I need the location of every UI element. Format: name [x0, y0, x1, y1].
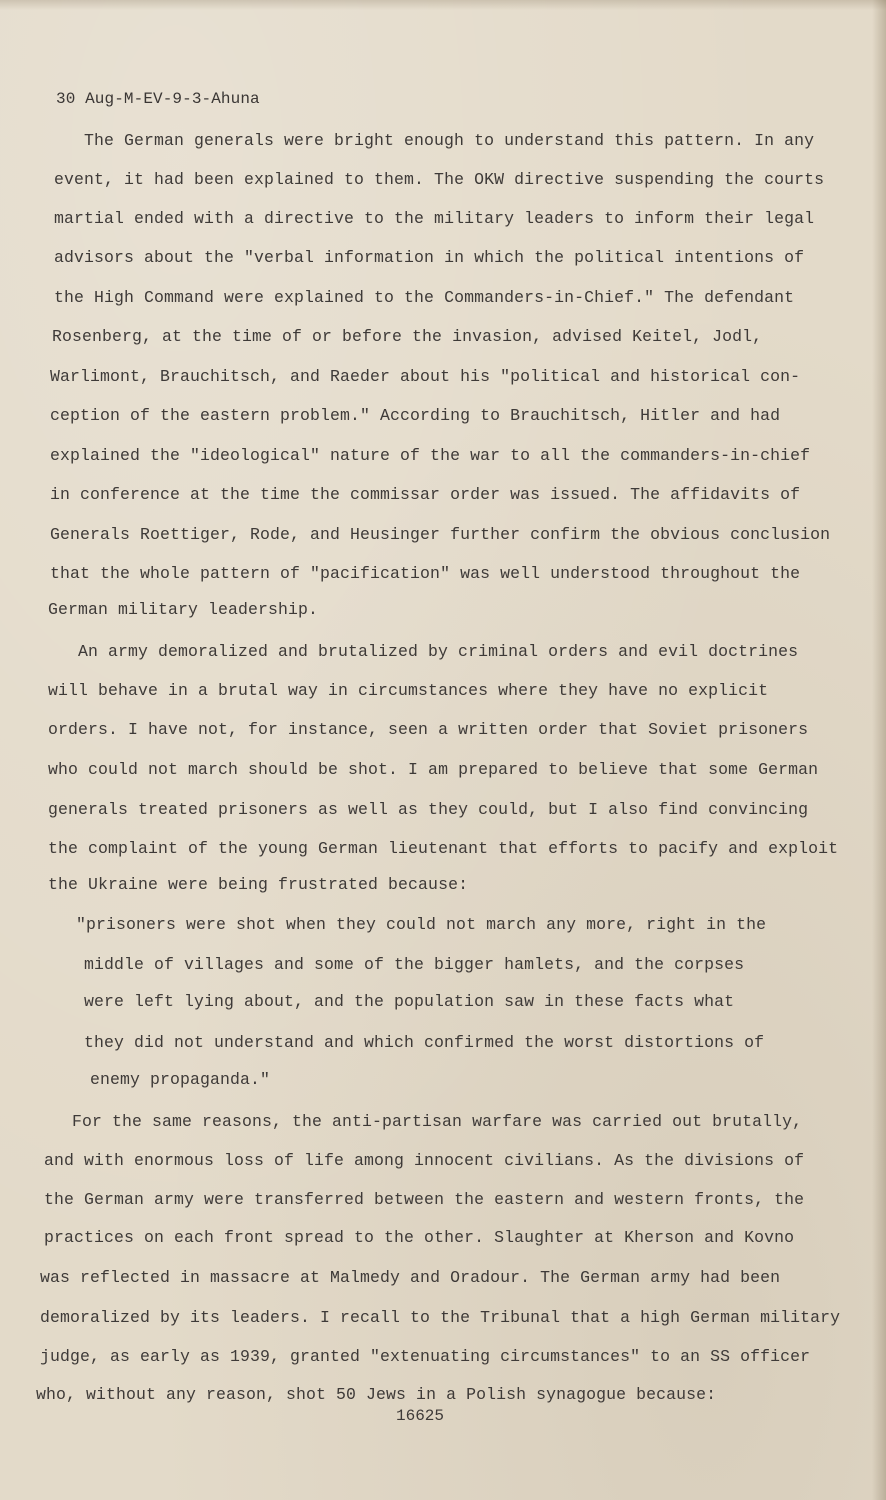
text-line: For the same reasons, the anti-partisan warfare was carried out brutally, [72, 1112, 803, 1131]
text-line: German military leadership. [48, 600, 319, 619]
text-line: advisors about the "verbal information in which the political intentions of [54, 248, 805, 267]
text-line: in conference at the time the commissar order was issued. The affidavits of [50, 485, 801, 504]
text-line: ception of the eastern problem." According to Brauchitsch, Hitler and had [50, 406, 781, 425]
text-line: explained the "ideological" nature of the war to all the commanders-in-chief [50, 446, 811, 465]
text-line: event, it had been explained to them. The OKW directive suspending the courts [54, 170, 825, 189]
text-line: practices on each front spread to the other. Slaughter at Kherson and Kovno [44, 1228, 795, 1247]
text-line: who could not march should be shot. I am prepared to believe that some German [48, 760, 819, 779]
quote-line: they did not understand and which confirmed the worst distortions of [84, 1033, 765, 1052]
text-line: the complaint of the young German lieutenant that efforts to pacify and exploit [48, 839, 839, 858]
text-line: Generals Roettiger, Rode, and Heusinger further confirm the obvious conclusion [50, 525, 831, 544]
page-number: 16625 [396, 1407, 445, 1425]
text-line: the High Command were explained to the Commanders-in-Chief." The defendant [54, 288, 795, 307]
quote-line: were left lying about, and the population saw in these facts what [84, 992, 735, 1011]
text-line: the Ukraine were being frustrated because: [48, 875, 469, 894]
text-line: An army demoralized and brutalized by criminal orders and evil doctrines [78, 642, 799, 661]
text-line: Rosenberg, at the time of or before the invasion, advised Keitel, Jodl, [52, 327, 763, 346]
page-right-shadow [872, 0, 886, 1500]
text-line: who, without any reason, shot 50 Jews in a Polish synagogue because: [36, 1385, 717, 1404]
text-line: will behave in a brutal way in circumstances where they have no explicit [48, 681, 769, 700]
text-line: demoralized by its leaders. I recall to the Tribunal that a high German military [40, 1308, 841, 1327]
document-header: 30 Aug-M-EV-9-3-Ahuna [56, 90, 260, 108]
text-line: judge, as early as 1939, granted "extenuating circumstances" to an SS officer [40, 1347, 811, 1366]
text-line: martial ended with a directive to the military leaders to inform their legal [54, 209, 815, 228]
page-top-shadow [0, 0, 886, 10]
text-line: The German generals were bright enough to understand this pattern. In any [84, 131, 815, 150]
text-line: was reflected in massacre at Malmedy and Oradour. The German army had been [40, 1268, 781, 1287]
quote-line: middle of villages and some of the bigger hamlets, and the corpses [84, 955, 745, 974]
text-line: orders. I have not, for instance, seen a written order that Soviet prisoners [48, 720, 809, 739]
text-line: that the whole pattern of "pacification" was well understood throughout the [50, 564, 801, 583]
text-line: the German army were transferred between the eastern and western fronts, the [44, 1190, 805, 1209]
quote-line: enemy propaganda." [90, 1070, 271, 1089]
text-line: generals treated prisoners as well as they could, but I also find convincing [48, 800, 809, 819]
quote-line: "prisoners were shot when they could not march any more, right in the [76, 915, 767, 934]
text-line: and with enormous loss of life among innocent civilians. As the divisions of [44, 1151, 805, 1170]
text-line: Warlimont, Brauchitsch, and Raeder about his "political and historical con- [50, 367, 801, 386]
